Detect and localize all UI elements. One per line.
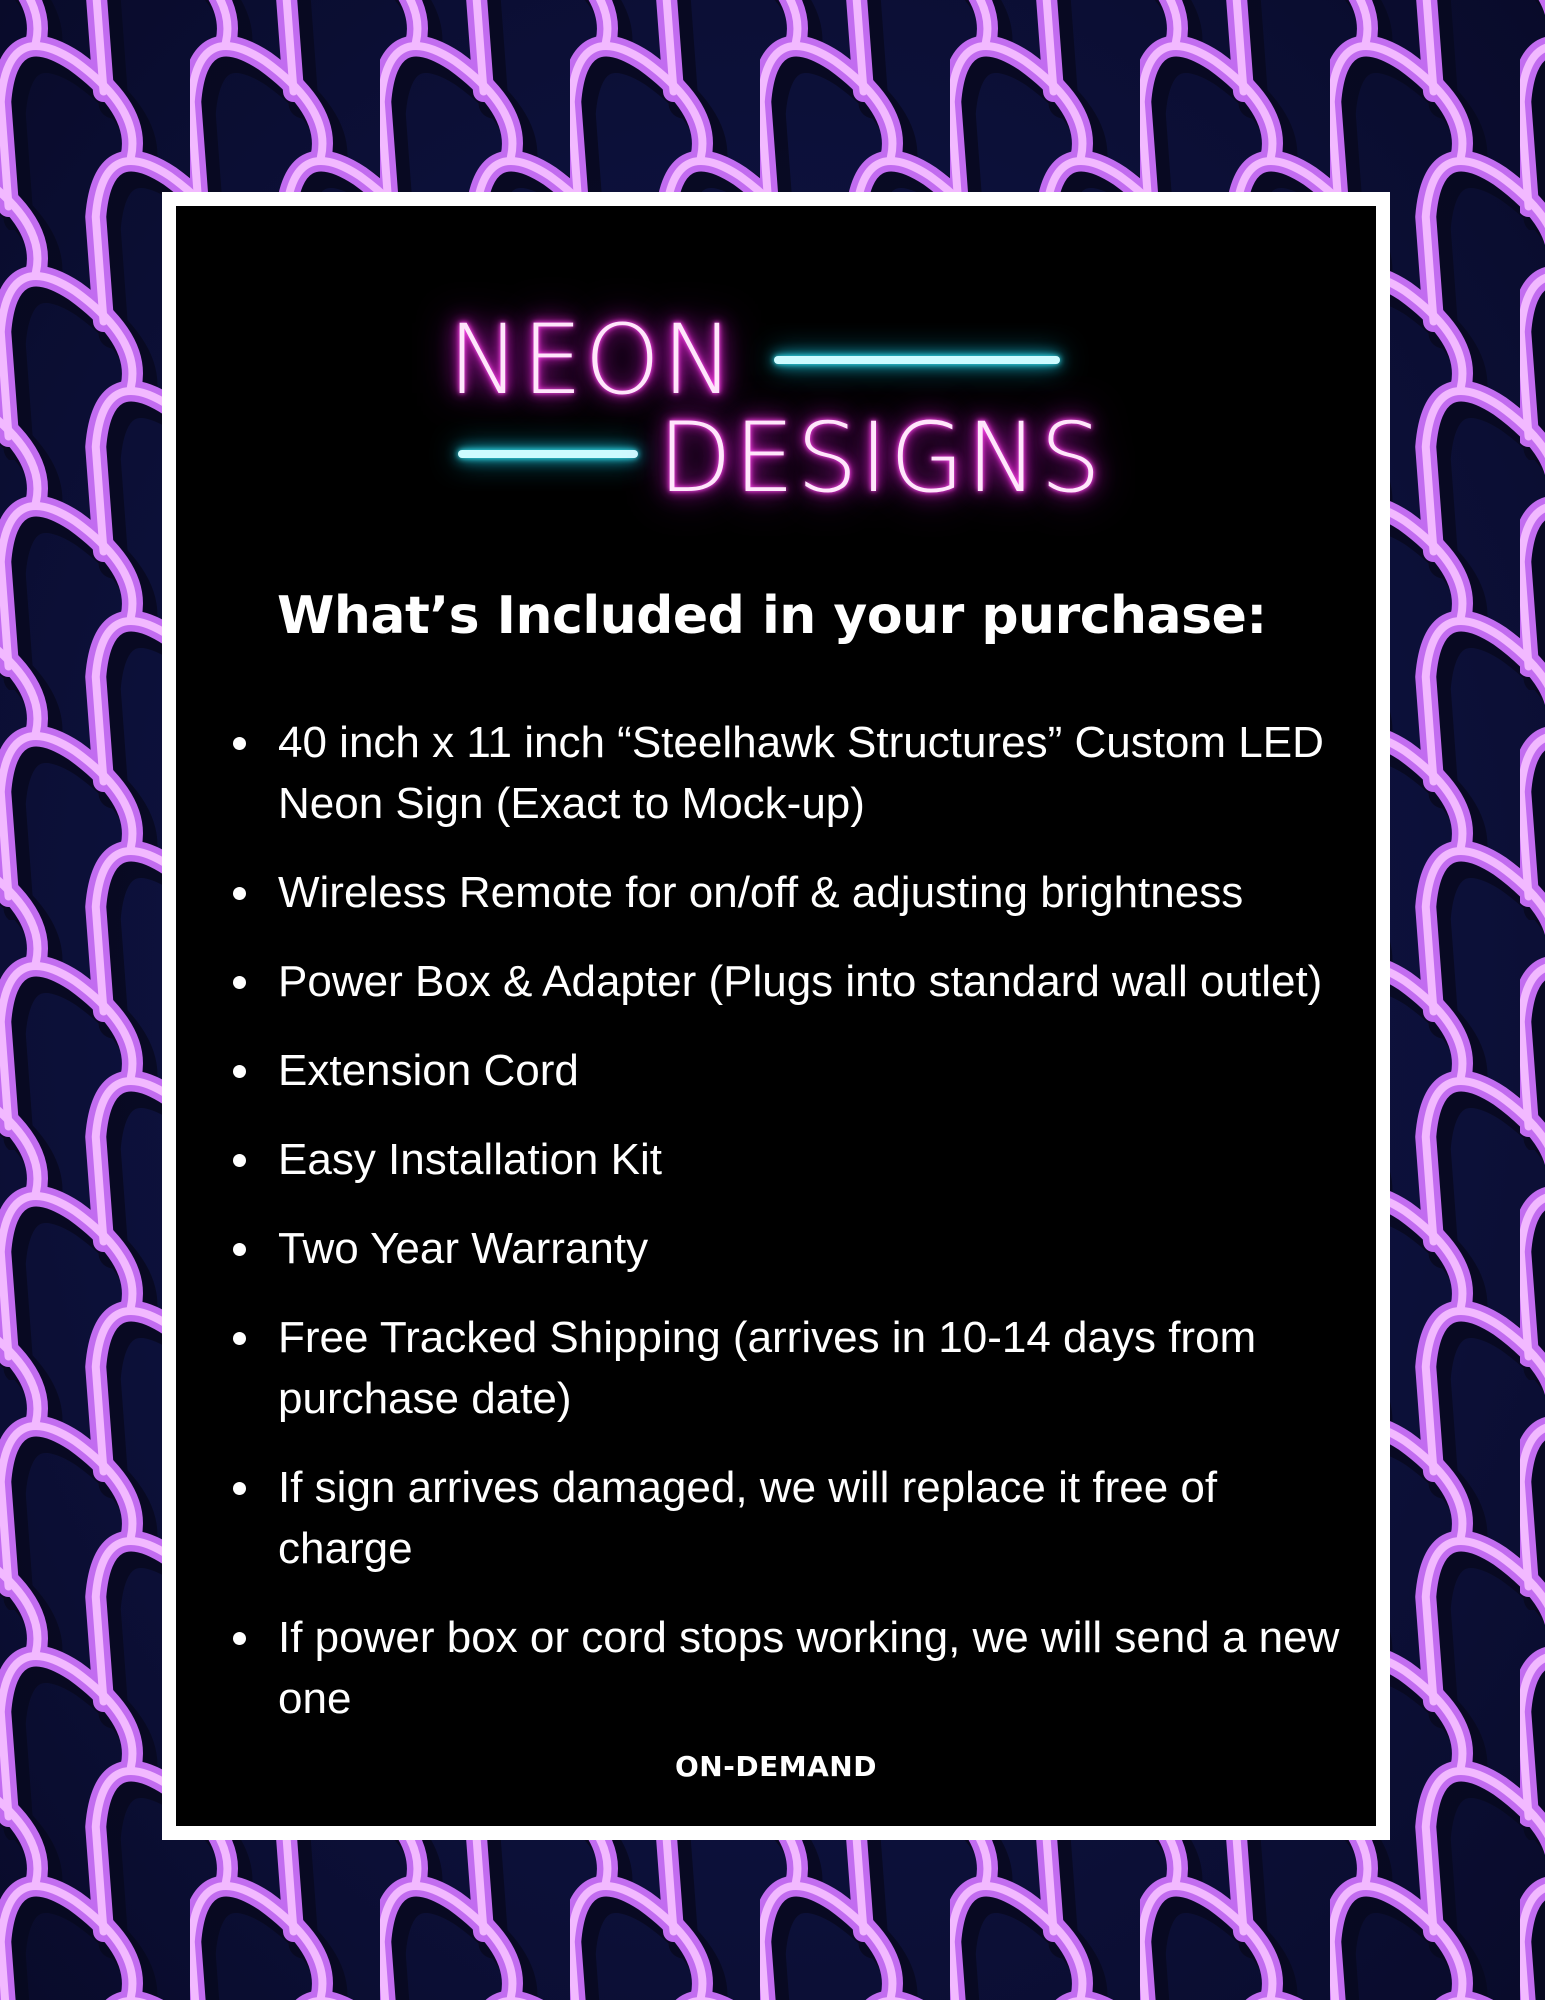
section-heading: What’s Included in your purchase: bbox=[277, 586, 1267, 646]
list-item-text: 40 inch x 11 inch “Steelhawk Structures” Custom LED Neon Sign (Exact to Mock-up) bbox=[278, 718, 1324, 828]
list-item-text: Wireless Remote for on/off & adjusting brightness bbox=[278, 868, 1244, 917]
bullet-icon bbox=[233, 1243, 246, 1256]
logo-neon-bar-top bbox=[774, 356, 1060, 364]
included-items-list bbox=[230, 712, 1360, 1757]
logo-neon-bar-bottom bbox=[458, 450, 638, 458]
list-item bbox=[230, 1607, 1360, 1729]
list-item bbox=[230, 1457, 1360, 1579]
bullet-icon bbox=[233, 1632, 246, 1645]
neon-designs-logo bbox=[440, 302, 1103, 514]
bullet-icon bbox=[233, 976, 246, 989]
list-item bbox=[230, 1218, 1360, 1279]
list-item bbox=[230, 1040, 1360, 1101]
list-item-text: Two Year Warranty bbox=[278, 1224, 649, 1273]
list-item-text: Extension Cord bbox=[278, 1046, 579, 1095]
list-item-text: If power box or cord stops working, we will send a new one bbox=[278, 1613, 1340, 1723]
bullet-icon bbox=[233, 737, 246, 750]
list-item-text: Free Tracked Shipping (arrives in 10-14 days from purchase date) bbox=[278, 1313, 1257, 1423]
list-item-text: If sign arrives damaged, we will replace it free of charge bbox=[278, 1463, 1218, 1573]
bullet-icon bbox=[233, 1482, 246, 1495]
list-item bbox=[230, 712, 1360, 834]
list-item-text: Easy Installation Kit bbox=[278, 1135, 662, 1184]
list-item bbox=[230, 1307, 1360, 1429]
bullet-icon bbox=[233, 1154, 246, 1167]
on-demand-tag: ON-DEMAND bbox=[675, 1750, 877, 1783]
logo-word-designs: DESIGNS bbox=[658, 402, 1103, 514]
list-item bbox=[230, 951, 1360, 1012]
list-item bbox=[230, 862, 1360, 923]
logo-word-neon: NEON bbox=[448, 304, 736, 416]
list-item bbox=[230, 1129, 1360, 1190]
bullet-icon bbox=[233, 1332, 246, 1345]
list-item-text: Power Box & Adapter (Plugs into standard wall outlet) bbox=[278, 957, 1323, 1006]
bullet-icon bbox=[233, 1065, 246, 1078]
bullet-icon bbox=[233, 887, 246, 900]
